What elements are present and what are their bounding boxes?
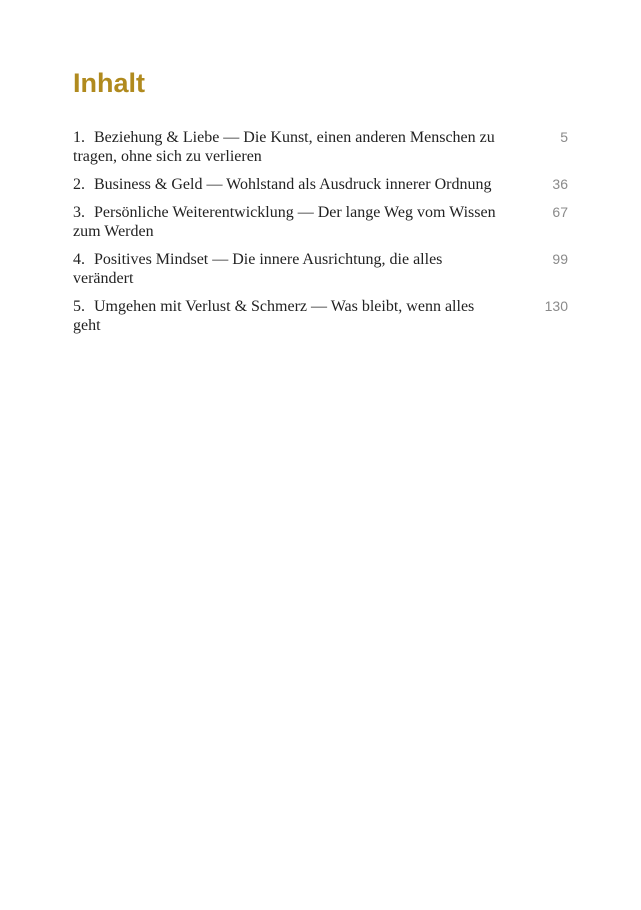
toc-entry-title: Umgehen mit Verlust & Schmerz — Was bleibt, wenn alles geht	[73, 298, 475, 334]
toc-entry-number: 2.	[73, 176, 85, 193]
toc-title: Inhalt	[73, 68, 145, 98]
toc-entry[interactable]	[73, 250, 568, 288]
toc-list	[73, 128, 568, 344]
toc-entry-page: 130	[544, 298, 568, 314]
toc-entry-title: Business & Geld — Wohlstand als Ausdruck innerer Ordnung	[94, 176, 492, 193]
toc-entry[interactable]	[73, 175, 568, 194]
toc-entry-number: 3.	[73, 204, 85, 221]
toc-entry-number: 4.	[73, 251, 85, 268]
toc-entry-page: 99	[552, 251, 568, 267]
toc-entry-title: Persönliche Weiterentwicklung — Der lange Weg vom Wissen zum Werden	[73, 204, 496, 240]
toc-entry-page: 67	[552, 204, 568, 220]
toc-entry-text-block	[73, 250, 503, 288]
toc-entry-number: 5.	[73, 298, 85, 315]
toc-entry-page: 5	[560, 129, 568, 145]
toc-entry-text-block	[73, 175, 503, 194]
toc-entry-text-block	[73, 128, 503, 166]
toc-entry-title: Beziehung & Liebe — Die Kunst, einen anderen Menschen zu tragen, ohne sich zu verlieren	[73, 129, 495, 165]
toc-entry[interactable]	[73, 297, 568, 335]
toc-entry-number: 1.	[73, 129, 85, 146]
toc-entry-text-block	[73, 203, 503, 241]
toc-entry-text-block	[73, 297, 503, 335]
toc-entry-title: Positives Mindset — Die innere Ausrichtung, die alles verändert	[73, 251, 443, 287]
toc-entry[interactable]	[73, 203, 568, 241]
toc-entry[interactable]	[73, 128, 568, 166]
toc-entry-page: 36	[552, 176, 568, 192]
